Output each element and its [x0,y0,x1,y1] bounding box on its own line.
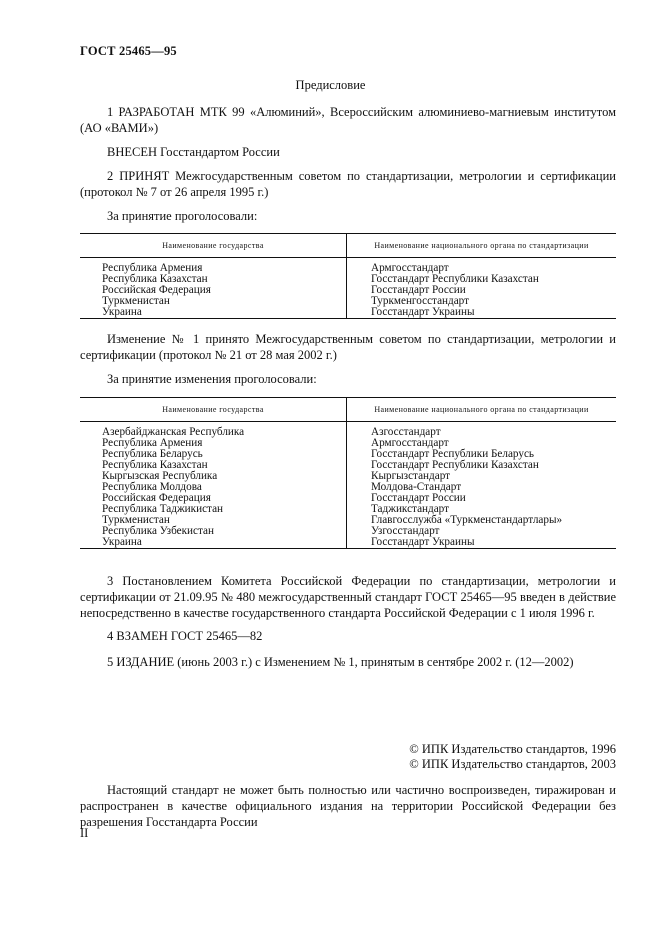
table1-header-body: Наименование национального органа по стандартизации [347,234,617,258]
paragraph-introduced: ВНЕСЕН Госстандартом России [107,145,280,159]
table-cell-state: Республика Беларусь [102,448,203,460]
table-cell-state: Республика Казахстан [102,273,208,285]
voting-table-1 [80,233,616,319]
table-cell-state: Республика Казахстан [102,459,208,471]
vote-intro-1: За принятие проголосовали: [107,209,258,223]
table-cell-state: Кыргызская Республика [102,470,218,482]
paragraph-amendment: Изменение № 1 принято Межгосударственным советом по стандартизации, метрологии и сертификации (протокол № 21 от 28 мая 2002 г.) [80,332,616,362]
table2-states-list [80,427,346,548]
section-title: Предисловие [295,78,366,92]
table-cell-state: Республика Армения [102,262,203,274]
copyright-line-2003: © ИПК Издательство стандартов, 2003 [409,757,616,771]
table-cell-standards-body: Главгосслужба «Туркменстандартлары» [371,514,563,526]
table-cell-state: Российская Федерация [102,492,211,504]
table-cell-standards-body: Таджикстандарт [371,503,450,515]
paragraph-adopted: 2 ПРИНЯТ Межгосударственным советом по стандартизации, метрологии и сертификации (протокол № 7 от 26 апреля 1995 г.) [80,169,616,199]
table1-bodies-list [347,263,616,318]
table-cell-state: Украина [102,306,142,318]
table-cell-state: Республика Армения [102,437,203,449]
table-cell-standards-body: Госстандарт Республики Казахстан [371,459,539,471]
vote-intro-2: За принятие изменения проголосовали: [107,372,317,386]
table-cell-standards-body: Госстандарт России [371,492,466,504]
table-cell-state: Украина [102,536,142,548]
table-cell-state: Туркменистан [102,514,170,526]
table-cell-standards-body: Армгосстандарт [371,262,449,274]
table-cell-standards-body: Азгосстандарт [371,426,441,438]
table-cell-standards-body: Госстандарт Республики Казахстан [371,273,539,285]
table-cell-standards-body: Кыргызстандарт [371,470,451,482]
table-cell-state: Российская Федерация [102,284,211,296]
paragraph-edition: 5 ИЗДАНИЕ (июнь 2003 г.) с Изменением № 1, принятым в сентябре 2002 г. (12—2002) [107,655,574,669]
table-cell-standards-body: Госстандарт Украины [371,536,475,548]
table-cell-standards-body: Госстандарт Украины [371,306,475,318]
table-cell-state: Республика Молдова [102,481,202,493]
paragraph-enacted: 3 Постановлением Комитета Российской Федерации по стандартизации, метрологии и сертификации от 21.09.95 № 480 межгосударственный стандарт ГОСТ 25465—95 введен в действие непосредственно в качестве государственного стандарта Российской Федерации с 1 июля 1996 г. [80,574,616,620]
table-cell-state: Республика Таджикистан [102,503,224,515]
copyright-block [409,742,616,772]
table-cell-standards-body: Армгосстандарт [371,437,449,449]
table2-bodies-list [347,427,616,548]
table-cell-standards-body: Туркменгосстандарт [371,295,470,307]
table-cell-state: Азербайджанская Республика [102,426,245,438]
paragraph-developed: 1 РАЗРАБОТАН МТК 99 «Алюминий», Всероссийским алюминиево-магниевым институтом (АО «ВАМИ») [80,105,616,135]
table-cell-standards-body: Молдова-Стандарт [371,481,462,493]
table-cell-state: Республика Узбекистан [102,525,214,537]
copyright-line-1996: © ИПК Издательство стандартов, 1996 [409,742,616,756]
table-cell-state: Туркменистан [102,295,170,307]
table-cell-standards-body: Узгосстандарт [371,525,440,537]
table2-header-state: Наименование государства [80,398,347,422]
paragraph-replaces: 4 ВЗАМЕН ГОСТ 25465—82 [107,629,263,643]
table1-states-list [80,263,346,318]
page-number: II [80,826,89,840]
standard-code-header: ГОСТ 25465—95 [80,44,177,58]
table-cell-standards-body: Госстандарт Республики Беларусь [371,448,535,460]
table2-header-body: Наименование национального органа по стандартизации [347,398,617,422]
table-cell-standards-body: Госстандарт России [371,284,466,296]
table1-header-state: Наименование государства [80,234,347,258]
voting-table-2 [80,397,616,549]
reproduction-notice: Настоящий стандарт не может быть полностью или частично воспроизведен, тиражирован и распространен в качестве официального издания на территории Российской Федерации без разрешения Госстандарта России [80,783,616,829]
